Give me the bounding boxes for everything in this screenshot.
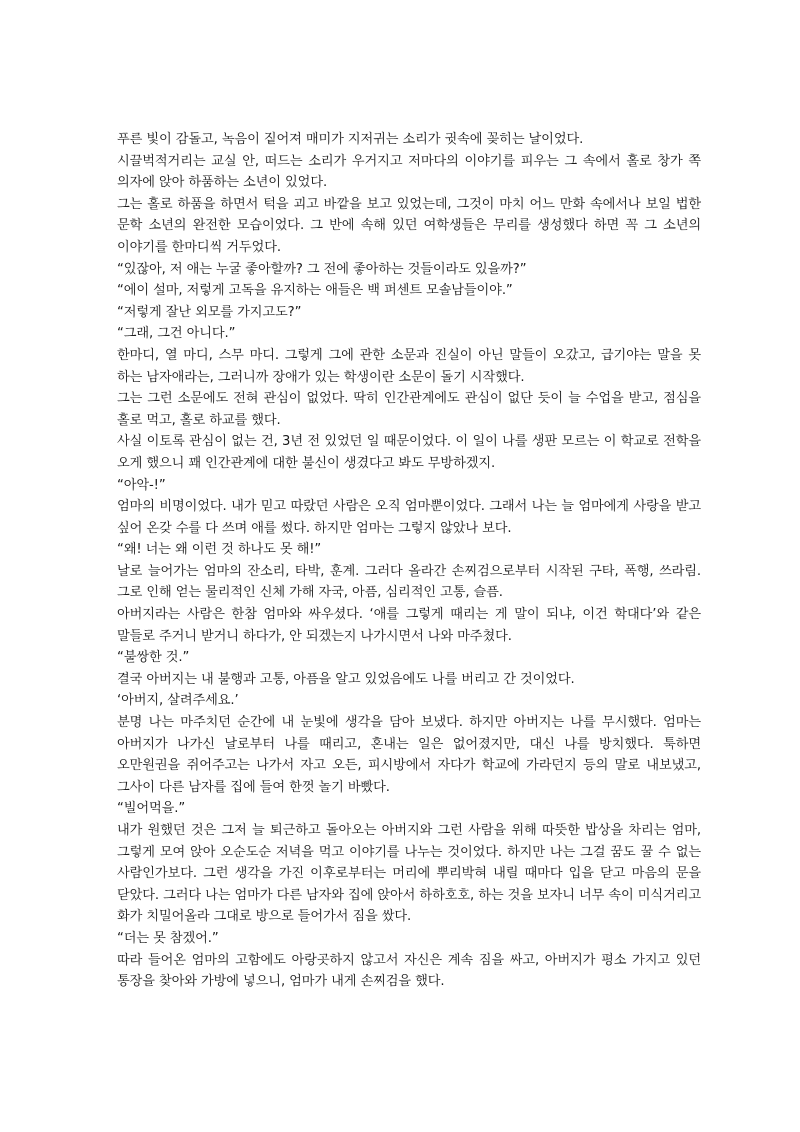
narration-paragraph: 분명 나는 마주치던 순간에 내 눈빛에 생각을 담아 보냈다. 하지만 아버지는 나를 무시했다. 엄마는 아버지가 나가신 날로부터 나를 때리고, 혼내는 일은 없어졌지만, 대신 나를 방치했다. 툭하면 오만원권을 쥐어주고는 나가서 자고 오든, 피시방에서 자다가 학교에 가라던지 등의 말로 내보냈고, 그사이 다른 남자를 집에 들여 한껏 놀기 바빴다. — [117, 715, 701, 795]
dialog-line: “저렇게 잘난 외모를 가지고도?” — [117, 304, 302, 320]
dialog-line: “그래, 그건 아니다.” — [117, 326, 236, 342]
dialog-line: “에이 설마, 저렇게 고독을 유지하는 애들은 백 퍼센트 모솔남들이야.” — [117, 283, 513, 299]
narration-paragraph: 따라 들어온 엄마의 고함에도 아랑곳하지 않고서 자신은 계속 짐을 싸고, 아버지가 평소 가지고 있던 통장을 찾아와 가방에 넣으니, 엄마가 내게 손찌검을 했다. — [117, 952, 701, 990]
narration-paragraph: 푸른 빛이 감돌고, 녹음이 짙어져 매미가 지저귀는 소리가 귓속에 꽂히는 날이었다. — [117, 132, 584, 147]
narration-paragraph: 엄마의 비명이었다. 내가 믿고 따랐던 사람은 오직 엄마뿐이었다. 그래서 나는 늘 엄마에게 사랑을 받고 싶어 온갖 수를 다 쓰며 애를 썼다. 하지만 엄마는 그렇지 않았나 보다. — [117, 499, 701, 536]
dialog-line: “아악-!” — [117, 477, 166, 493]
dialog-line: “왜! 너는 왜 이런 것 하나도 못 해!” — [117, 542, 322, 558]
narration-paragraph: 내가 원했던 것은 그저 늘 퇴근하고 돌아오는 아버지와 그런 사람을 위해 따뜻한 밥상을 차리는 엄마, 그렇게 모여 앉아 오순도순 저녁을 먹고 이야기를 나누는 것이었다. 하지만 나는 그걸 꿈도 꿀 수 없는 사람인가보다. 그런 생각을 가진 이후로부터는 머리에 뿌리박혀 내릴 때마다 입을 닫고 마음의 문을 닫았다. 그러다 나는 엄마가 다른 남자와 집에 앉아서 하하호호, 하는 것을 보자니 너무 속이 미식거리고 화가 치밀어올라 그대로 방으로 들어가서 짐을 쌌다. — [117, 823, 701, 925]
dialog-line: “있잖아, 저 애는 누굴 좋아할까? 그 전에 좋아하는 것들이라도 있을까?” — [117, 261, 527, 277]
narration-paragraph: 그는 홀로 하품을 하면서 턱을 괴고 바깥을 보고 있었는데, 그것이 마치 어느 만화 속에서나 보일 법한 문학 소년의 완전한 모습이었다. 그 반에 속해 있던 여학생들은 무리를 생성했다 하면 꼭 그 소년의 이야기를 한마디씩 거두었다. — [117, 196, 701, 255]
dialog-line: ‘아버지, 살려주세요.’ — [117, 693, 239, 709]
narration-paragraph: 그는 그런 소문에도 전혀 관심이 없었다. 딱히 인간관계에도 관심이 없단 듯이 늘 수업을 받고, 점심을 홀로 먹고, 홀로 하교를 했다. — [117, 391, 701, 428]
dialog-line: “빌어먹을.” — [117, 801, 186, 817]
narration-paragraph: 시끌벅적거리는 교실 안, 떠드는 소리가 우거지고 저마다의 이야기를 피우는 그 속에서 홀로 창가 쪽 의자에 앉아 하품하는 소년이 있었다. — [117, 153, 701, 191]
narration-paragraph: 아버지라는 사람은 한참 엄마와 싸우셨다. ‘애를 그렇게 때리는 게 말이 되냐, 이건 학대다’와 같은 말들로 주거니 받거니 하다가, 안 되겠는지 나가시면서 나와 마주쳤다. — [117, 607, 701, 644]
narration-paragraph: 사실 이토록 관심이 없는 건, 3년 전 있었던 일 때문이었다. 이 일이 나를 생판 모르는 이 학교로 전학을 오게 했으니 꽤 인간관계에 대한 불신이 생겼다고 봐도 무방하겠지. — [117, 434, 701, 471]
narration-paragraph: 결국 아버지는 내 불행과 고통, 아픔을 알고 있었음에도 나를 버리고 간 것이었다. — [117, 671, 575, 687]
narration-paragraph: 날로 늘어가는 엄마의 잔소리, 타박, 훈계. 그러다 올라간 손찌검으로부터 시작된 구타, 폭행, 쓰라림. 그로 인해 얻는 물리적인 신체 가해 자국, 아픔, 심리적인 고통, 슬픔. — [117, 563, 701, 601]
document-page — [117, 129, 701, 993]
dialog-line: “더는 못 참겠어.” — [117, 930, 219, 946]
narration-paragraph: 한마디, 열 마디, 스무 마디. 그렇게 그에 관한 소문과 진실이 아닌 말들이 오갔고, 급기야는 말을 못 하는 남자애라는, 그러니까 장애가 있는 학생이란 소문이 돌기 시작했다. — [117, 347, 701, 385]
dialog-line: “불쌍한 것.” — [117, 650, 190, 666]
